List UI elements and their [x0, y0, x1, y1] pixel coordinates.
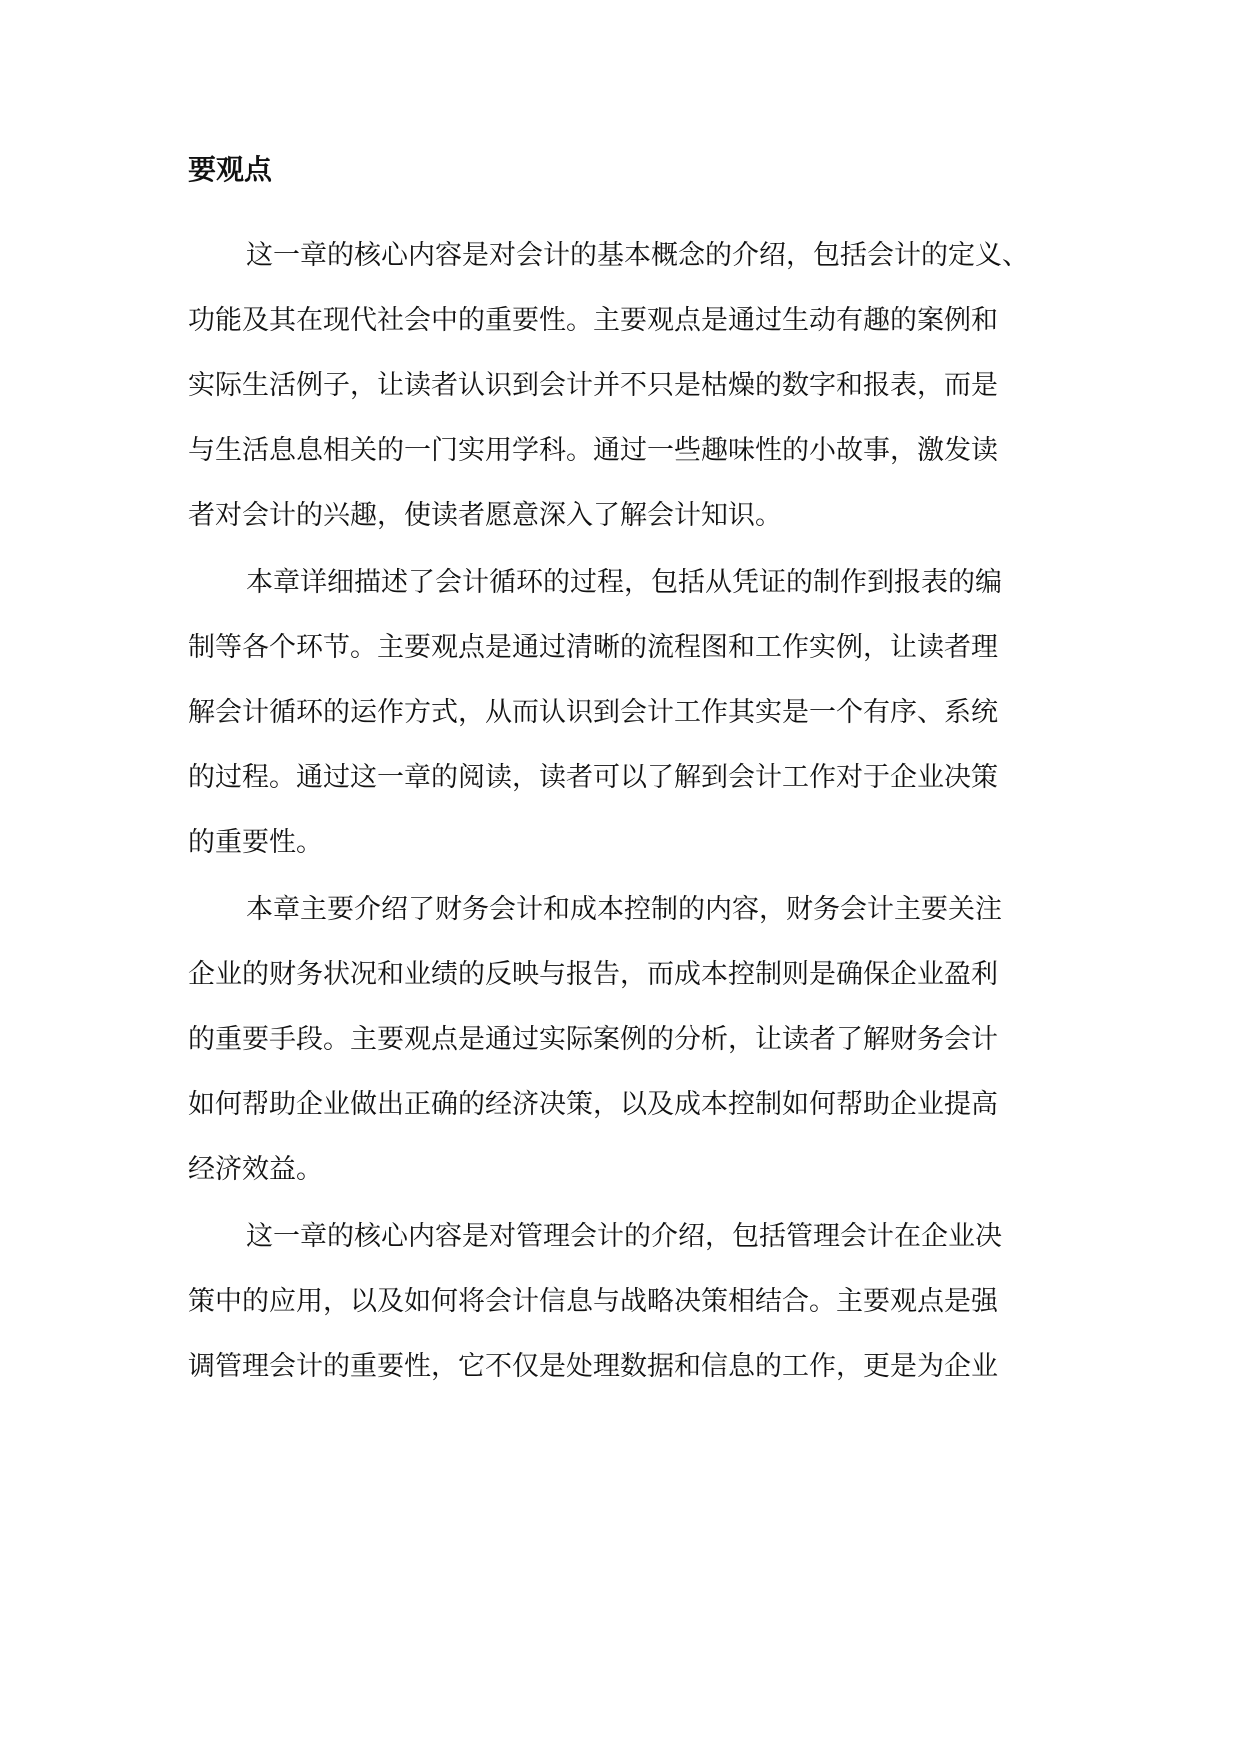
paragraph-line: 解会计循环的运作方式，从而认识到会计工作其实是一个有序、系统: [188, 697, 998, 728]
paragraph-line: 调管理会计的重要性，它不仅是处理数据和信息的工作，更是为企业: [188, 1351, 998, 1382]
paragraph-4: [188, 1204, 1068, 1399]
paragraph-line: 与生活息息相关的一门实用学科。通过一些趣味性的小故事，激发读: [188, 435, 998, 466]
section-heading: 要观点: [188, 153, 273, 186]
paragraph-line: 本章主要介绍了财务会计和成本控制的内容，财务会计主要关注: [246, 894, 1002, 925]
paragraph-line: 本章详细描述了会计循环的过程，包括从凭证的制作到报表的编: [246, 567, 1002, 598]
paragraph-line: 如何帮助企业做出正确的经济决策，以及成本控制如何帮助企业提高: [188, 1089, 998, 1120]
paragraph-line: 策中的应用，以及如何将会计信息与战略决策相结合。主要观点是强: [188, 1286, 998, 1317]
paragraph-line: 这一章的核心内容是对管理会计的介绍，包括管理会计在企业决: [246, 1221, 1002, 1252]
paragraph-3: [188, 877, 1068, 1202]
paragraph-line: 制等各个环节。主要观点是通过清晰的流程图和工作实例，让读者理: [188, 632, 998, 663]
paragraph-line: 的过程。通过这一章的阅读，读者可以了解到会计工作对于企业决策: [188, 762, 998, 793]
paragraph-line: 功能及其在现代社会中的重要性。主要观点是通过生动有趣的案例和: [188, 305, 998, 336]
paragraph-1: [188, 223, 1068, 548]
paragraph-line: 企业的财务状况和业绩的反映与报告，而成本控制则是确保企业盈利: [188, 959, 998, 990]
body-text: [188, 223, 1068, 1401]
paragraph-line: 的重要手段。主要观点是通过实际案例的分析，让读者了解财务会计: [188, 1024, 998, 1055]
paragraph-line: 实际生活例子，让读者认识到会计并不只是枯燥的数字和报表，而是: [188, 370, 998, 401]
paragraph-line: 者对会计的兴趣，使读者愿意深入了解会计知识。: [188, 500, 782, 531]
paragraph-2: [188, 550, 1068, 875]
paragraph-line: 的重要性。: [188, 827, 323, 858]
paragraph-line: 经济效益。: [188, 1154, 323, 1185]
paragraph-line: 这一章的核心内容是对会计的基本概念的介绍，包括会计的定义、: [246, 240, 1029, 271]
